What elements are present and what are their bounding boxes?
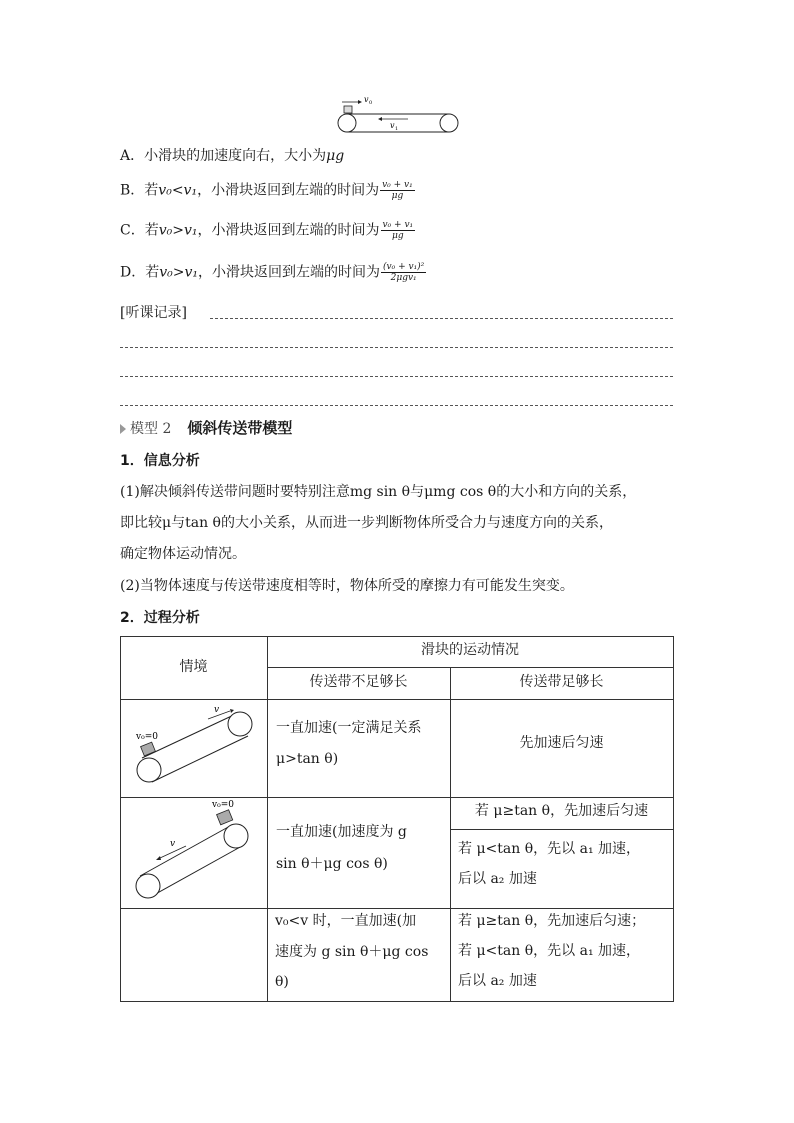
info-paragraph: (1)解决倾斜传送带问题时要特别注意mg sin θ与μmg cos θ的大小和方向的关系，	[120, 484, 637, 500]
fraction: $\frac{\text{v₀ + v₁}}{\mu g}$	[382, 180, 413, 201]
svg-text:v₀=0: v₀=0	[136, 732, 158, 742]
row3-short-line1: v₀<v 时，一直加速(加	[275, 913, 417, 929]
row1-short-line1: 一直加速(一定满足关系	[276, 720, 422, 736]
block-icon	[344, 106, 352, 113]
info-paragraph: 即比较μ与tan θ的大小关系，从而进一步判断物体所受合力与速度方向的关系，	[120, 515, 613, 531]
row3-short-line3: θ)	[275, 974, 289, 990]
info-heading: 1．信息分析	[120, 453, 200, 469]
label-v1: v	[390, 121, 395, 130]
notes-label: [听课记录]	[120, 305, 187, 321]
fraction: $\frac{\text{(v₀ + v₁)²}}{\text{2μgv₁}}$	[383, 262, 425, 283]
row1-long: 先加速后匀速	[519, 735, 604, 751]
svg-text:v: v	[214, 705, 220, 715]
label-v0: v	[364, 95, 369, 104]
option-c: C．若v₀>v₁，小滑块返回到左端的时间为 $\frac{\text{v₀ + v₁}}{\mu g}$	[120, 220, 414, 241]
row3-short-line2: 速度为 g sin θ＋μg cos	[275, 944, 429, 960]
incline-figure-downward	[130, 800, 260, 904]
block-icon	[217, 810, 233, 825]
svg-text:1: 1	[395, 126, 399, 132]
fraction: $\frac{\text{v₀ + v₁}}{\mu g}$	[382, 220, 414, 241]
incline-figure-upward	[130, 702, 260, 792]
info-paragraph: (2)当物体速度与传送带速度相等时，物体所受的摩擦力有可能发生突变。	[120, 578, 574, 594]
notes-line[interactable]	[120, 347, 673, 348]
notes-line[interactable]	[120, 405, 673, 406]
block-icon	[141, 742, 156, 756]
row2-short-line1: 一直加速(加速度为 g	[276, 824, 407, 840]
row3-long-line1: 若 μ≥tan θ，先加速后匀速；	[458, 913, 646, 929]
header-long: 传送带足够长	[519, 674, 604, 690]
section-heading: 模型 2 倾斜传送带模型	[120, 417, 292, 438]
row2-short-line2: sin θ＋μg cos θ)	[276, 856, 388, 872]
triangle-icon	[120, 424, 126, 434]
option-a: A．小滑块的加速度向右，大小为μg	[120, 148, 345, 164]
svg-text:0: 0	[369, 100, 373, 106]
row3-long-line3: 后以 a₂ 加速	[458, 973, 537, 989]
option-d: D．若v₀>v₁，小滑块返回到左端的时间为 $\frac{\text{(v₀ + v₁)²}}{\text{2μgv₁}}$	[120, 262, 425, 283]
row2-long-b2: 后以 a₂ 加速	[458, 871, 537, 887]
row2-long-b1: 若 μ<tan θ，先以 a₁ 加速，	[458, 841, 641, 857]
header-motion: 滑块的运动情况	[421, 642, 519, 658]
info-paragraph: 确定物体运动情况。	[120, 546, 246, 562]
notes-line[interactable]	[120, 376, 673, 377]
svg-text:v₀=0: v₀=0	[212, 800, 234, 810]
option-b: B．若v₀<v₁，小滑块返回到左端的时间为 $\frac{\text{v₀ + v₁}}{\mu g}$	[120, 180, 413, 201]
row1-short-line2: μ>tan θ)	[276, 751, 339, 767]
notes-line[interactable]	[210, 318, 673, 319]
row3-long-line2: 若 μ<tan θ，先以 a₁ 加速，	[458, 943, 641, 959]
header-scene: 情境	[179, 659, 208, 675]
conveyor-figure-horizontal	[330, 92, 466, 136]
svg-text:v: v	[170, 839, 176, 849]
header-short: 传送带不足够长	[309, 674, 408, 690]
row2-long-a: 若 μ≥tan θ，先加速后匀速	[474, 803, 649, 819]
process-heading: 2．过程分析	[120, 610, 200, 626]
